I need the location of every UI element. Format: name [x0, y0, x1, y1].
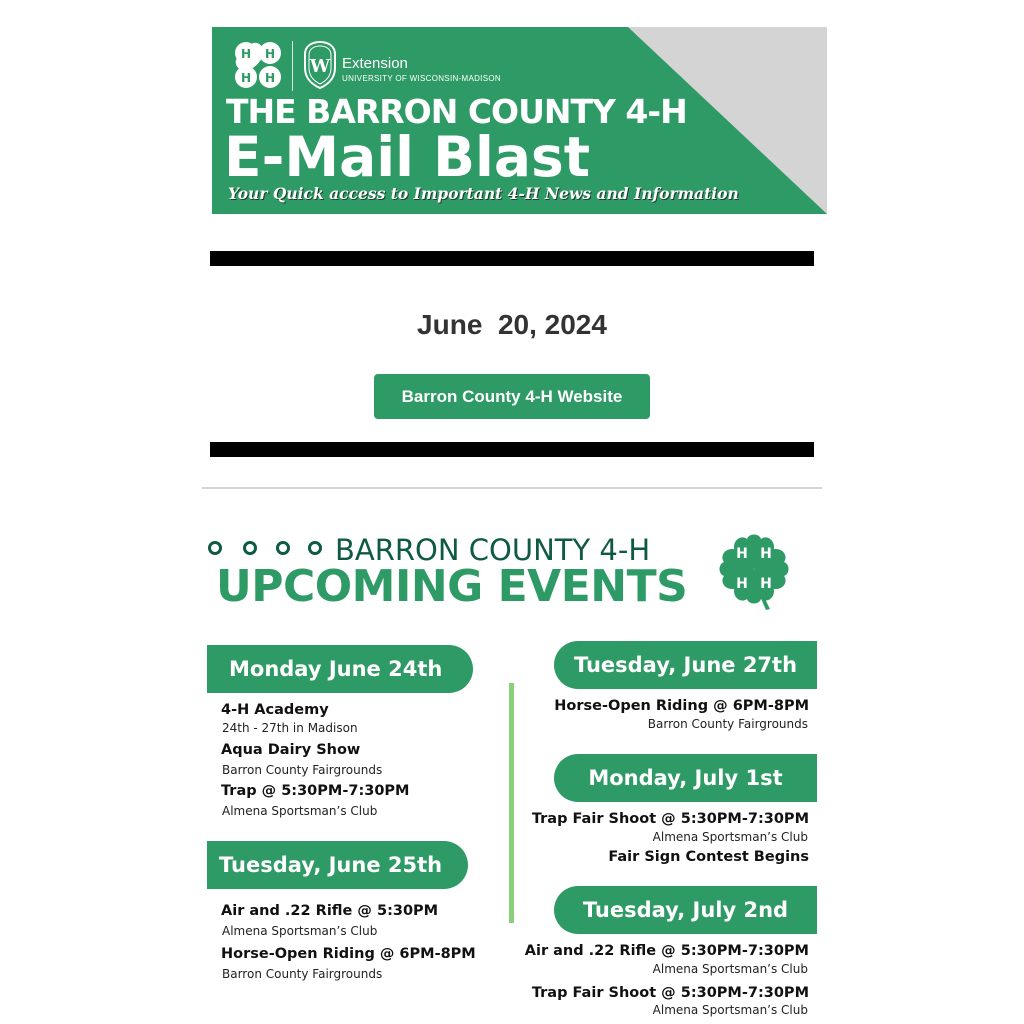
day-header-monday-june-24: Monday June 24th	[207, 645, 473, 693]
event-detail: Barron County Fairgrounds	[647, 717, 808, 731]
event-detail: Almena Sportsman’s Club	[652, 830, 808, 844]
event-detail: Almena Sportsman’s Club	[222, 924, 378, 938]
day-header-monday-july-1: Monday, July 1st	[554, 754, 817, 802]
banner-tagline: Your Quick access to Important 4-H News and Information	[228, 184, 739, 203]
event-title: 4-H Academy	[221, 702, 329, 718]
day-header-tuesday-july-2: Tuesday, July 2nd	[554, 886, 817, 934]
svg-text:W: W	[309, 56, 331, 77]
decorative-circle-icon	[208, 541, 222, 555]
event-title: Air and .22 Rifle @ 5:30PM-7:30PM	[524, 943, 809, 959]
svg-text:H: H	[760, 576, 772, 592]
svg-text:H: H	[264, 47, 276, 61]
banner-title-line2: E-Mail Blast	[224, 125, 591, 189]
svg-text:H: H	[264, 71, 276, 85]
extension-university: UNIVERSITY OF WISCONSIN-MADISON	[342, 74, 501, 83]
svg-text:H: H	[760, 546, 772, 562]
event-title: Fair Sign Contest Begins	[608, 849, 809, 865]
column-divider	[509, 683, 514, 923]
event-detail: Almena Sportsman’s Club	[652, 1003, 808, 1017]
day-header-tuesday-june-27: Tuesday, June 27th	[554, 641, 817, 689]
day-header-tuesday-june-25: Tuesday, June 25th	[207, 841, 468, 889]
events-title: UPCOMING EVENTS	[216, 561, 688, 612]
event-detail: Almena Sportsman’s Club	[652, 962, 808, 976]
event-title: Trap Fair Shoot @ 5:30PM-7:30PM	[531, 811, 809, 827]
event-title: Trap @ 5:30PM-7:30PM	[221, 783, 410, 799]
event-title: Air and .22 Rifle @ 5:30PM	[221, 903, 439, 919]
uw-crest-icon	[302, 40, 338, 90]
4h-clover-logo-icon	[231, 38, 285, 92]
website-button[interactable]: Barron County 4-H Website	[374, 374, 650, 419]
svg-text:H: H	[736, 546, 748, 562]
4h-clover-icon	[714, 529, 794, 611]
extension-name: Extension	[342, 55, 408, 72]
event-detail: Barron County Fairgrounds	[222, 763, 383, 777]
event-title: Horse-Open Riding @ 6PM-8PM	[221, 946, 476, 962]
event-title: Horse-Open Riding @ 6PM-8PM	[554, 698, 809, 714]
event-title: Aqua Dairy Show	[221, 742, 361, 758]
svg-text:H: H	[736, 576, 748, 592]
decorative-circle-icon	[243, 541, 257, 555]
events-org-title: BARRON COUNTY 4-H	[335, 533, 651, 567]
event-detail: Barron County Fairgrounds	[222, 967, 383, 981]
decorative-circle-icon	[308, 541, 322, 555]
banner-title-line1: THE BARRON COUNTY 4-H	[226, 92, 687, 131]
issue-date: June 20, 2024	[417, 309, 607, 340]
section-divider	[202, 487, 822, 489]
top-black-divider	[210, 251, 814, 266]
decorative-circle-icon	[276, 541, 290, 555]
bottom-black-divider	[210, 442, 814, 457]
newsletter-banner	[212, 27, 827, 214]
logo-divider	[292, 41, 293, 91]
svg-text:H: H	[240, 71, 252, 85]
event-detail: Almena Sportsman’s Club	[222, 804, 378, 818]
svg-text:H: H	[240, 47, 252, 61]
event-detail: 24th - 27th in Madison	[222, 721, 358, 735]
event-title: Trap Fair Shoot @ 5:30PM-7:30PM	[531, 985, 809, 1001]
